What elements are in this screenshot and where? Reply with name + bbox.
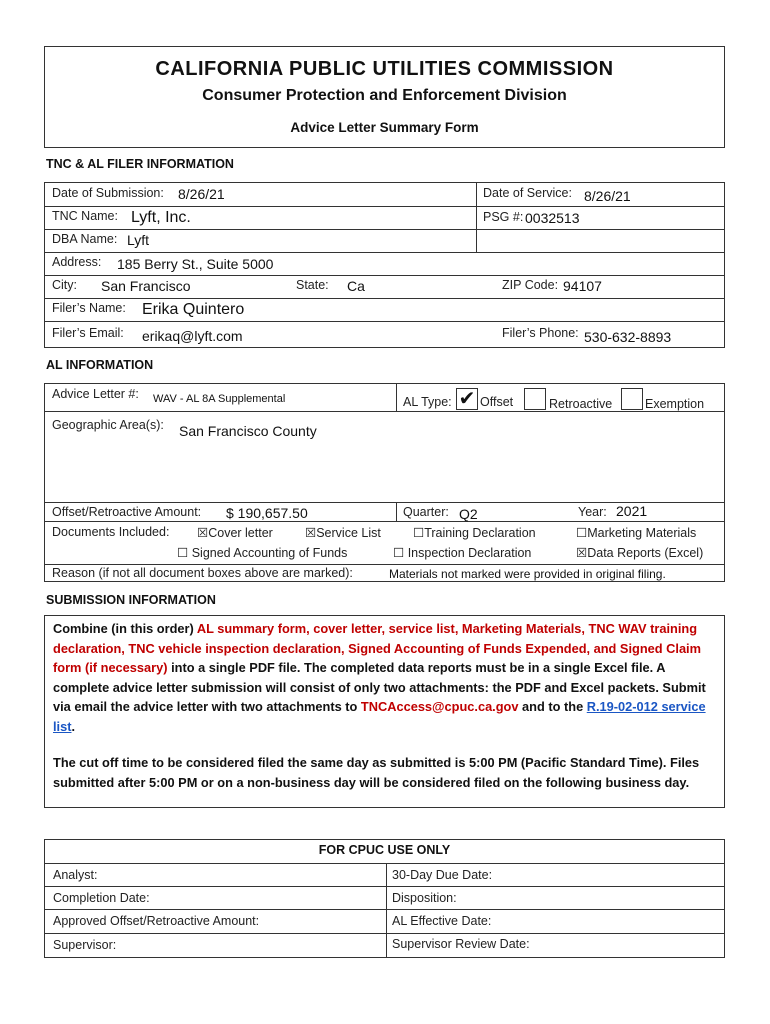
completion-date-field[interactable]: Completion Date: [53, 891, 150, 905]
zip-label: ZIP Code: [502, 278, 559, 292]
date-submission-field[interactable]: 8/26/21 [178, 186, 225, 202]
address-label: Address: [52, 255, 102, 269]
empty-box-icon: ☐ [177, 546, 189, 560]
advice-letter-label: Advice Letter #: [52, 387, 139, 401]
psg-field[interactable]: 0032513 [525, 210, 580, 226]
year-label: Year: [578, 505, 607, 519]
reason-field[interactable]: Materials not marked were provided in original filing. [389, 567, 666, 581]
date-service-field[interactable]: 8/26/21 [584, 188, 631, 204]
amount-field[interactable]: $ 190,657.50 [226, 505, 308, 521]
due-date-field[interactable]: 30-Day Due Date: [392, 868, 493, 882]
advice-letter-field[interactable]: WAV - AL 8A Supplemental [153, 393, 286, 405]
data-reports-check[interactable]: ☒Data Reports (Excel) [576, 546, 704, 560]
submission-email-link[interactable]: TNCAccess@cpuc.ca.gov [360, 699, 519, 714]
quarter-field[interactable]: Q2 [459, 506, 478, 522]
marketing-check[interactable]: ☐Marketing Materials [576, 526, 697, 540]
cover-letter-check[interactable]: ☒Cover letter [197, 526, 273, 540]
reason-label: Reason (if not all document boxes above are marked): [52, 566, 353, 580]
signed-accounting-check[interactable]: ☐ Signed Accounting of Funds [177, 546, 348, 560]
disposition-field[interactable]: Disposition: [392, 891, 457, 905]
offset-label: Offset [480, 395, 514, 409]
al-type-label: AL Type: [403, 395, 452, 409]
quarter-label: Quarter: [403, 505, 449, 519]
geo-area-label: Geographic Area(s): [52, 418, 164, 432]
filer-phone-label: Filer’s Phone: [502, 326, 579, 340]
retroactive-label: Retroactive [549, 397, 613, 411]
psg-label: PSG #: [483, 210, 524, 224]
filer-email-label: Filer’s Email: [52, 326, 124, 340]
filer-email-field[interactable]: erikaq@lyft.com [142, 328, 243, 344]
supervisor-field[interactable]: Supervisor: [53, 938, 117, 952]
state-field[interactable]: Ca [347, 278, 365, 294]
exemption-checkbox[interactable] [621, 388, 643, 410]
submission-section-heading: SUBMISSION INFORMATION [46, 593, 216, 607]
city-field[interactable]: San Francisco [101, 278, 191, 294]
dba-field[interactable]: Lyft [127, 232, 150, 248]
checked-box-icon: ☒ [576, 546, 588, 560]
service-list-check[interactable]: ☒Service List [305, 526, 381, 540]
checked-box-icon: ☒ [197, 526, 209, 540]
filer-section-heading: TNC & AL FILER INFORMATION [46, 157, 234, 171]
empty-box-icon: ☐ [576, 526, 588, 540]
cpuc-heading: FOR CPUC USE ONLY [318, 843, 451, 857]
approved-amount-field[interactable]: Approved Offset/Retroactive Amount: [53, 914, 260, 928]
inspection-check[interactable]: ☐ Inspection Declaration [393, 546, 532, 560]
filer-phone-field[interactable]: 530-632-8893 [584, 329, 672, 345]
zip-field[interactable]: 94107 [563, 278, 602, 294]
effective-date-field[interactable]: AL Effective Date: [392, 914, 492, 928]
docs-label: Documents Included: [52, 525, 170, 539]
city-label: City: [52, 278, 77, 292]
state-label: State: [296, 278, 329, 292]
geo-area-field[interactable]: San Francisco County [179, 423, 317, 439]
service-list-link[interactable]: R.19-02-012 service list [53, 699, 706, 734]
submission-paragraph-1: Combine (in this order) AL summary form, cover letter, service list, Marketing Materials, TNC WAV training declaration, TNC vehicle inspection declaration, Signed Accounting of Funds Expended, and Signed Claim form (if necessary) into a single PDF file. The completed data reports must be in a single Excel file. A complete advice letter submission will consist of only two attachments: the PDF and Excel packets. Submit via email the advice letter with two attachments to TNCAccess@cpuc.ca.gov and to the R.19-02-012 service list. [53, 621, 706, 734]
year-field[interactable]: 2021 [616, 503, 648, 519]
submission-paragraph-2: The cut off time to be considered filed the same day as submitted is 5:00 PM (Pacific Standard Time). Files submitted after 5:00 PM or on a non-business day will be considered filed on the following business day. [53, 755, 700, 790]
retroactive-checkbox[interactable] [524, 388, 546, 410]
filer-name-label: Filer’s Name: [52, 301, 126, 315]
division-name: Consumer Protection and Enforcement Division [202, 87, 567, 104]
date-service-label: Date of Service: [483, 186, 572, 200]
tnc-name-label: TNC Name: [52, 209, 118, 223]
training-check[interactable]: ☐Training Declaration [413, 526, 536, 540]
supervisor-review-field[interactable]: Supervisor Review Date: [392, 937, 530, 951]
al-section-heading: AL INFORMATION [46, 358, 154, 372]
form-title: CALIFORNIA PUBLIC UTILITIES COMMISSION [155, 58, 614, 80]
date-submission-label: Date of Submission: [52, 186, 164, 200]
analyst-field[interactable]: Analyst: [53, 868, 98, 882]
checked-box-icon: ☒ [305, 526, 317, 540]
dba-label: DBA Name: [52, 232, 118, 246]
address-field[interactable]: 185 Berry St., Suite 5000 [117, 256, 274, 272]
offset-checkbox[interactable]: ✔ [456, 388, 478, 410]
exemption-label: Exemption [645, 397, 705, 411]
empty-box-icon: ☐ [413, 526, 425, 540]
form-name: Advice Letter Summary Form [290, 120, 479, 135]
empty-box-icon: ☐ [393, 546, 405, 560]
filer-name-field[interactable]: Erika Quintero [142, 301, 245, 318]
tnc-name-field[interactable]: Lyft, Inc. [131, 209, 191, 226]
amount-label: Offset/Retroactive Amount: [52, 505, 202, 519]
